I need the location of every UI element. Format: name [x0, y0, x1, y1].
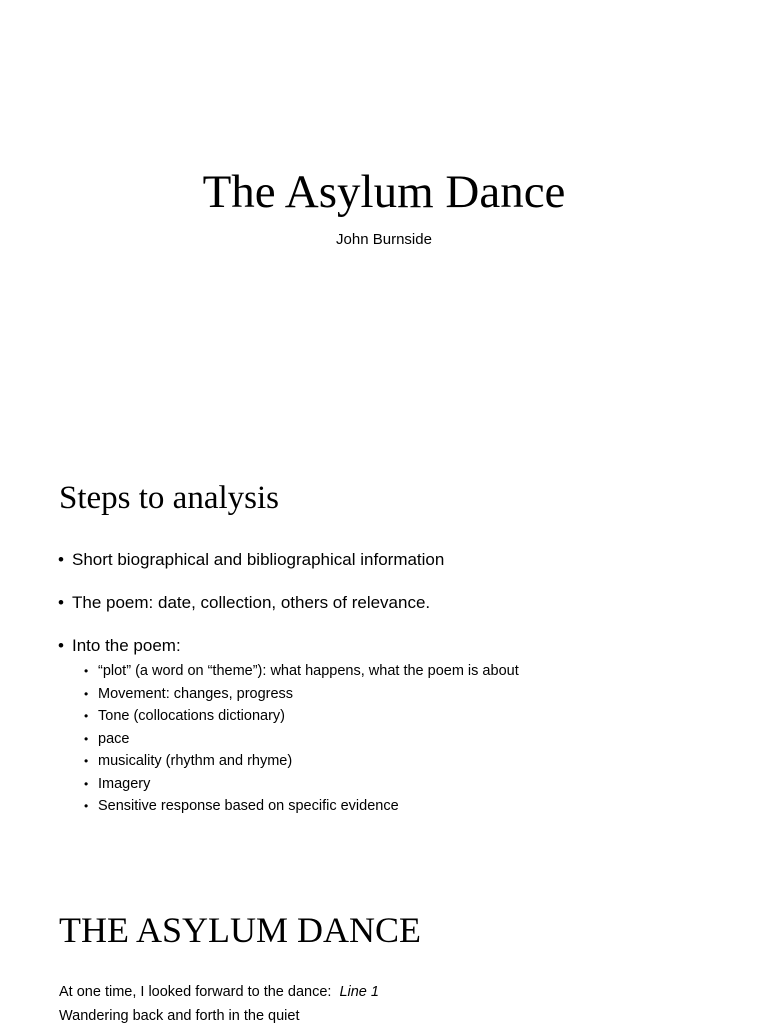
- steps-slide: [0, 432, 768, 864]
- bullet-item: [58, 634, 748, 818]
- poem-slide: [0, 864, 768, 1024]
- poem-line-text: Wandering back and forth in the quiet: [59, 1008, 300, 1024]
- sub-bullet-item: • Movement: changes, progress: [84, 683, 748, 706]
- poem-line: [59, 1006, 299, 1026]
- sub-bullet-item: • pace: [84, 728, 748, 751]
- bullet-item: [58, 548, 748, 572]
- sub-bullet-item: • musicality (rhythm and rhyme): [84, 750, 748, 773]
- sub-bullet-item: • Tone (collocations dictionary): [84, 705, 748, 728]
- presentation-title: The Asylum Dance: [202, 166, 566, 218]
- poem-line-text: At one time, I looked forward to the dance:: [59, 984, 332, 1000]
- bullet-text: Into the poem:: [72, 636, 181, 655]
- steps-title: Steps to analysis: [59, 480, 279, 516]
- author-subtitle: John Burnside: [336, 231, 432, 248]
- title-slide: [0, 0, 768, 432]
- bullet-item: [58, 591, 748, 615]
- steps-bullet-list: [58, 548, 748, 818]
- poem-line: [59, 982, 379, 1002]
- sub-bullet-list: [84, 660, 748, 818]
- bullet-text: The poem: date, collection, others of relevance.: [72, 593, 431, 612]
- line-number-label: Line 1: [339, 984, 379, 1000]
- sub-bullet-item: • “plot” (a word on “theme”): what happens, what the poem is about: [84, 660, 748, 683]
- sub-bullet-item: • Sensitive response based on specific evidence: [84, 795, 748, 818]
- sub-bullet-item: • Imagery: [84, 773, 748, 796]
- poem-title: THE ASYLUM DANCE: [59, 910, 422, 950]
- bullet-text: Short biographical and bibliographical information: [72, 550, 445, 569]
